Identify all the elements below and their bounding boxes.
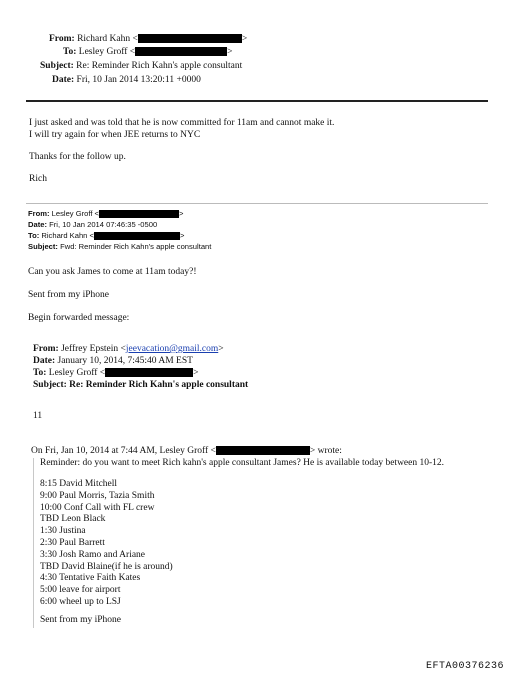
- header-divider: [26, 100, 488, 102]
- msg1-from-name: Richard Kahn <: [77, 34, 138, 44]
- msg3-from-name: Jeffrey Epstein <: [61, 344, 126, 354]
- schedule-item: 4:30 Tentative Faith Kates: [40, 573, 141, 584]
- schedule-item: 10:00 Conf Call with FL crew: [40, 502, 155, 513]
- msg3-to-name: Lesley Groff <: [48, 368, 106, 378]
- msg1-to-name: Lesley Groff <: [78, 47, 136, 57]
- msg2-begin-forwarded: Begin forwarded message:: [28, 313, 130, 323]
- msg2-to-name: Richard Kahn <: [41, 231, 94, 240]
- msg3-date: January 10, 2014, 7:45:40 AM EST: [57, 356, 193, 366]
- msg2-subject: Fwd: Reminder Rich Kahn's apple consultant: [60, 242, 212, 251]
- schedule-item: 9:00 Paul Morris, Tazia Smith: [40, 490, 155, 501]
- msg2-to-label: To:: [28, 231, 40, 240]
- msg2-to-end: >: [179, 231, 185, 240]
- msg1-to-label: To:: [63, 47, 77, 57]
- msg4-quote-intro: On Fri, Jan 10, 2014 at 7:44 AM, Lesley Groff <: [31, 446, 216, 456]
- msg1-date-label: Date:: [52, 75, 75, 85]
- msg2-to-row: [28, 230, 184, 241]
- schedule-item: 2:30 Paul Barrett: [40, 537, 105, 548]
- schedule-item: TBD David Blaine(if he is around): [40, 561, 173, 572]
- msg2-sent-from: Sent from my iPhone: [28, 290, 110, 300]
- redaction-block: [94, 232, 180, 240]
- msg3-to-end: >: [193, 368, 199, 378]
- msg3-from-row: [33, 343, 224, 355]
- msg1-subject-label: Subject:: [40, 61, 74, 71]
- schedule-list: [40, 479, 173, 609]
- schedule-item: 6:00 wheel up to LSJ: [40, 596, 121, 607]
- msg2-date: Fri, 10 Jan 2014 07:46:35 -0500: [49, 220, 158, 229]
- msg1-body-line2: I will try again for when JEE returns to NYC: [29, 130, 201, 140]
- msg1-subject: Re: Reminder Rich Kahn's apple consultant: [76, 61, 243, 71]
- msg1-signature: Rich: [29, 174, 47, 184]
- msg4-sent-from: Sent from my iPhone: [40, 615, 122, 625]
- redaction-block: [138, 34, 242, 43]
- msg1-date: Fri, 10 Jan 2014 13:20:11 +0000: [76, 75, 201, 85]
- msg3-from-label: From:: [33, 344, 59, 354]
- msg1-body-line1: I just asked and was told that he is now committed for 11am and cannot make it.: [29, 118, 335, 128]
- schedule-item: 1:30 Justina: [40, 526, 86, 537]
- redaction-block: [216, 446, 310, 455]
- msg2-subject-label: Subject:: [28, 242, 58, 251]
- msg3-subject-label: Subject:: [33, 380, 67, 390]
- msg1-thanks: Thanks for the follow up.: [29, 152, 126, 162]
- msg1-to-row: [63, 46, 233, 58]
- schedule-item: 5:00 leave for airport: [40, 585, 121, 596]
- msg2-date-row: [28, 219, 157, 230]
- quote-bar: [33, 458, 34, 628]
- msg4-quote-intro-row: [31, 445, 342, 457]
- msg2-from-name: Lesley Groff <: [51, 209, 99, 218]
- quote-divider: [26, 203, 488, 204]
- redaction-block: [135, 47, 227, 56]
- msg1-subject-row: [40, 60, 242, 72]
- msg2-date-label: Date:: [28, 220, 47, 229]
- msg1-from-row: [49, 33, 247, 45]
- redaction-block: [99, 210, 179, 218]
- msg4-reminder: Reminder: do you want to meet Rich kahn's apple consultant James? He is available today between 10-12.: [40, 458, 445, 468]
- msg3-subject-row: [33, 379, 248, 391]
- msg2-subject-row: [28, 241, 211, 252]
- document-id: EFTA00376236: [425, 661, 504, 672]
- msg2-from-end: >: [179, 209, 184, 218]
- msg3-date-label: Date:: [33, 356, 56, 366]
- schedule-item: 3:30 Josh Ramo and Ariane: [40, 549, 146, 560]
- msg1-to-end: >: [227, 47, 233, 57]
- msg3-from-email-link[interactable]: jeevacation@gmail.com: [125, 344, 219, 354]
- redaction-block: [105, 368, 193, 377]
- msg2-body: Can you ask James to come at 11am today?!: [28, 267, 197, 277]
- msg1-from-label: From:: [49, 34, 75, 44]
- schedule-item: TBD Leon Black: [40, 514, 106, 525]
- msg3-to-label: To:: [33, 368, 47, 378]
- msg3-to-row: [33, 367, 199, 379]
- msg3-from-end: >: [218, 344, 224, 354]
- msg1-date-row: [52, 74, 201, 86]
- msg3-subject: Re: Reminder Rich Kahn's apple consultant: [69, 380, 249, 390]
- schedule-item: 8:15 David Mitchell: [40, 479, 118, 489]
- msg3-date-row: [33, 355, 193, 367]
- msg4-quote-end: > wrote:: [309, 446, 342, 456]
- msg3-body: 11: [33, 411, 43, 421]
- msg2-from-row: [28, 208, 183, 219]
- msg2-from-label: From:: [28, 209, 50, 218]
- msg1-from-end: >: [241, 34, 248, 44]
